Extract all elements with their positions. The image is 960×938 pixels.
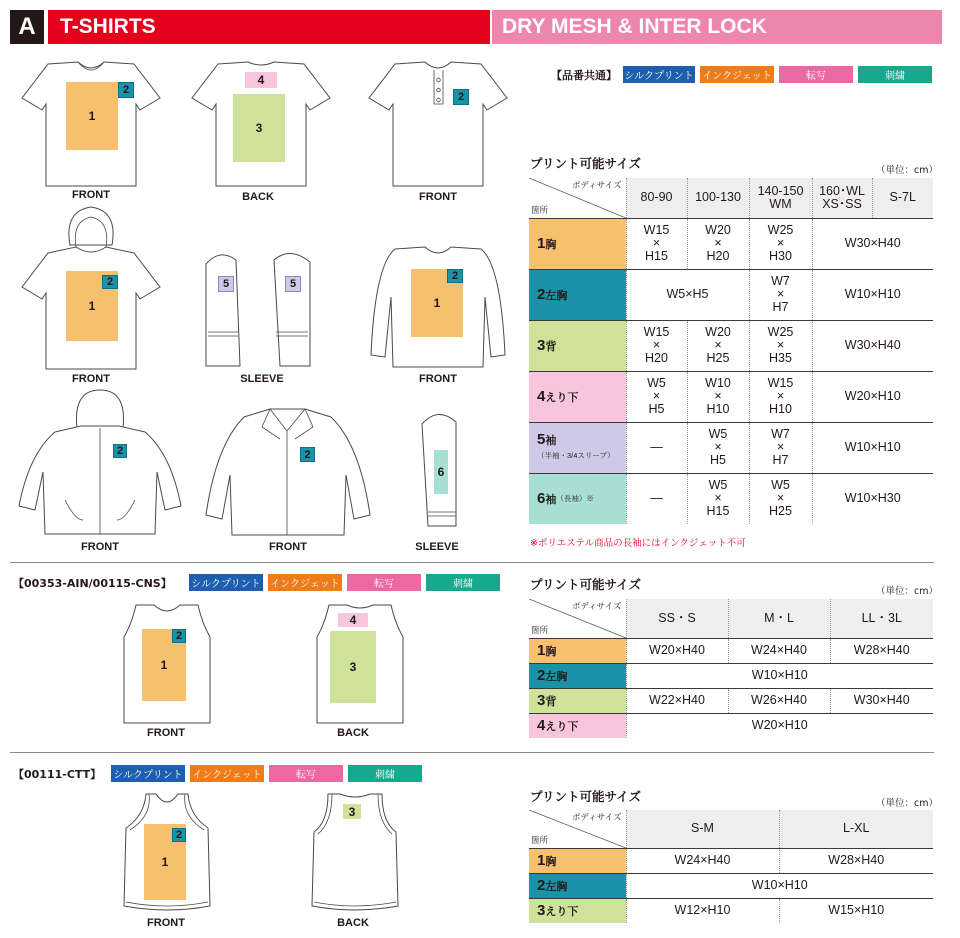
corner-location: 箇所	[531, 204, 549, 215]
size-cell: W5 × H5	[687, 422, 749, 473]
zone-1-chest: 1	[66, 82, 118, 150]
zone-5-sleeve: 5	[218, 276, 234, 292]
size-header: L-XL	[779, 810, 933, 848]
henley-front	[367, 60, 509, 188]
section1-title: プリント可能サイズ	[530, 156, 642, 171]
size-cell: W10 × H10	[687, 371, 749, 422]
size-cell: —	[626, 473, 687, 524]
row-label-back: 3背	[529, 320, 626, 371]
size-header: M・L	[728, 599, 830, 638]
footnote: ※ポリエステル商品の長袖にはインクジェット不可	[530, 538, 746, 549]
size-cell: W20 × H25	[687, 320, 749, 371]
zone-4-under-collar: 4	[338, 613, 368, 627]
size-cell: W12×H10	[626, 898, 779, 923]
row-label-left-chest: 2左胸	[529, 663, 626, 688]
zone-1-chest: 1	[411, 269, 463, 337]
section3-size-table	[529, 810, 933, 923]
zone-2-left-chest: 2	[300, 447, 315, 462]
row-label-chest: 1胸	[529, 218, 626, 269]
tag-silk-print: シルクプリント	[623, 66, 695, 83]
zip-hoodie-front	[15, 388, 185, 538]
row-label-long-sleeve: 6袖（長袖）※	[529, 473, 626, 524]
size-header: LL・3L	[830, 599, 933, 638]
size-cell: W7 × H7	[749, 422, 812, 473]
zone-2-left-chest: 2	[113, 444, 127, 458]
row-label-short-sleeve: 5袖（半袖・3/4スリーブ）	[529, 422, 626, 473]
label-back: BACK	[242, 191, 274, 203]
size-header: 100-130	[687, 178, 749, 218]
tag-silk-print: シルクプリント	[189, 574, 263, 591]
size-cell: W20×H40	[626, 638, 728, 663]
size-header: SS・S	[626, 599, 728, 638]
section3-unit: （単位：cm）	[876, 798, 938, 809]
hoodie-tee-front	[20, 205, 162, 373]
tag-transfer: 転写	[269, 765, 343, 782]
section2-size-table	[529, 599, 933, 738]
sleeves	[200, 248, 320, 368]
size-cell: W24×H40	[626, 848, 779, 873]
row-label-under-collar: 4えり下	[529, 371, 626, 422]
tag-embroidery: 刺繍	[858, 66, 932, 83]
dry-mesh-title: DRY MESH & INTER LOCK	[492, 10, 942, 44]
tshirts-title: T-SHIRTS	[48, 10, 490, 44]
size-cell: W5×H5	[626, 269, 749, 320]
corner-body-size: ボディサイズ	[571, 601, 622, 611]
zone-1-chest: 1	[144, 824, 186, 900]
zone-2-left-chest: 2	[453, 89, 469, 105]
section2-title: プリント可能サイズ	[530, 577, 642, 592]
tag-silk-print: シルクプリント	[111, 765, 185, 782]
label-front: FRONT	[81, 541, 119, 553]
size-cell: W20×H10	[812, 371, 933, 422]
corner-cell	[529, 810, 626, 848]
item-code: 【00353-AIN/00115-CNS】	[13, 577, 172, 590]
longsleeve-front	[367, 245, 509, 370]
size-cell: W10×H10	[812, 422, 933, 473]
zone-2-left-chest: 2	[172, 629, 186, 643]
size-cell: W22×H40	[626, 688, 728, 713]
section1-unit: （単位：cm）	[876, 165, 938, 176]
zone-6-long-sleeve: 6	[434, 450, 448, 494]
tag-transfer: 転写	[347, 574, 421, 591]
section3-title: プリント可能サイズ	[530, 789, 642, 804]
size-cell: W5 × H5	[626, 371, 687, 422]
zone-3-back: 3	[233, 94, 285, 162]
zone-5-sleeve: 5	[285, 276, 301, 292]
zone-4-under-collar: 4	[245, 72, 277, 88]
label-back: BACK	[337, 727, 369, 739]
divider	[10, 752, 934, 753]
label-front: FRONT	[72, 373, 110, 385]
label-front: FRONT	[269, 541, 307, 553]
common-label: 【品番共通】	[551, 69, 617, 82]
corner-cell	[529, 178, 626, 218]
size-header: 160･WL XS･SS	[812, 178, 872, 218]
row-label-left-chest: 2左胸	[529, 269, 626, 320]
corner-location: 箇所	[531, 624, 549, 635]
zone-2-left-chest: 2	[102, 275, 118, 289]
tshirt-front	[20, 60, 162, 188]
size-cell: W28×H40	[830, 638, 933, 663]
label-sleeve: SLEEVE	[415, 541, 459, 553]
corner-location: 箇所	[531, 834, 549, 845]
corner-body-size: ボディサイズ	[571, 180, 622, 190]
zone-3-under-collar: 3	[343, 804, 361, 819]
size-cell: W10×H10	[626, 873, 933, 898]
sleeveless-back	[315, 603, 405, 725]
size-cell: W20×H10	[626, 713, 933, 738]
label-back: BACK	[337, 917, 369, 929]
size-header: 80-90	[626, 178, 687, 218]
size-cell: W10×H10	[626, 663, 933, 688]
zone-2-left-chest: 2	[447, 269, 463, 283]
size-header: 140-150 WM	[749, 178, 812, 218]
long-sleeve	[418, 410, 460, 530]
tank-front	[122, 792, 212, 914]
zone-1-chest: 1	[142, 629, 186, 701]
size-cell: W5 × H15	[687, 473, 749, 524]
corner-body-size: ボディサイズ	[571, 812, 622, 822]
row-label-chest: 1胸	[529, 638, 626, 663]
tank-back	[310, 792, 400, 914]
section2-unit: （単位：cm）	[876, 586, 938, 597]
tag-embroidery: 刺繍	[348, 765, 422, 782]
size-cell: W30×H40	[812, 218, 933, 269]
size-cell: W15 × H15	[626, 218, 687, 269]
size-cell: W28×H40	[779, 848, 933, 873]
size-cell: W30×H40	[830, 688, 933, 713]
section-badge: A	[10, 10, 44, 44]
tag-embroidery: 刺繍	[426, 574, 500, 591]
size-cell: W15×H10	[779, 898, 933, 923]
size-cell: W10×H30	[812, 473, 933, 524]
item-code: 【00111-CTT】	[13, 768, 102, 781]
size-header: S-M	[626, 810, 779, 848]
size-cell: W7 × H7	[749, 269, 812, 320]
size-cell: W30×H40	[812, 320, 933, 371]
size-cell: W15 × H10	[749, 371, 812, 422]
label-front: FRONT	[147, 727, 185, 739]
row-label-chest: 1胸	[529, 848, 626, 873]
zone-2-left-chest: 2	[118, 82, 134, 98]
size-header: S-7L	[872, 178, 933, 218]
size-cell: W5 × H25	[749, 473, 812, 524]
label-front: FRONT	[147, 917, 185, 929]
tag-inkjet: インクジェット	[190, 765, 264, 782]
label-front: FRONT	[419, 373, 457, 385]
sleeveless-front	[122, 603, 212, 725]
tag-inkjet: インクジェット	[700, 66, 774, 83]
section1-size-table	[529, 178, 933, 524]
zone-2-left-chest: 2	[172, 828, 186, 842]
tag-transfer: 転写	[779, 66, 853, 83]
corner-cell	[529, 599, 626, 638]
size-cell: W15 × H20	[626, 320, 687, 371]
size-cell: W10×H10	[812, 269, 933, 320]
size-cell: W24×H40	[728, 638, 830, 663]
divider	[10, 562, 934, 563]
row-label-left-chest: 2左胸	[529, 873, 626, 898]
size-cell: W25 × H35	[749, 320, 812, 371]
row-label-under-collar: 3えり下	[529, 898, 626, 923]
zone-1-chest: 1	[66, 271, 118, 341]
jacket-front	[200, 405, 375, 538]
size-cell: W20 × H20	[687, 218, 749, 269]
tshirt-back	[190, 60, 332, 188]
size-cell: W25 × H30	[749, 218, 812, 269]
label-sleeve: SLEEVE	[240, 373, 284, 385]
zone-3-back: 3	[330, 631, 376, 703]
tag-inkjet: インクジェット	[268, 574, 342, 591]
label-front: FRONT	[419, 191, 457, 203]
label-front: FRONT	[72, 189, 110, 201]
row-label-under-collar: 4えり下	[529, 713, 626, 738]
size-cell: W26×H40	[728, 688, 830, 713]
size-cell: —	[626, 422, 687, 473]
row-label-back: 3背	[529, 688, 626, 713]
